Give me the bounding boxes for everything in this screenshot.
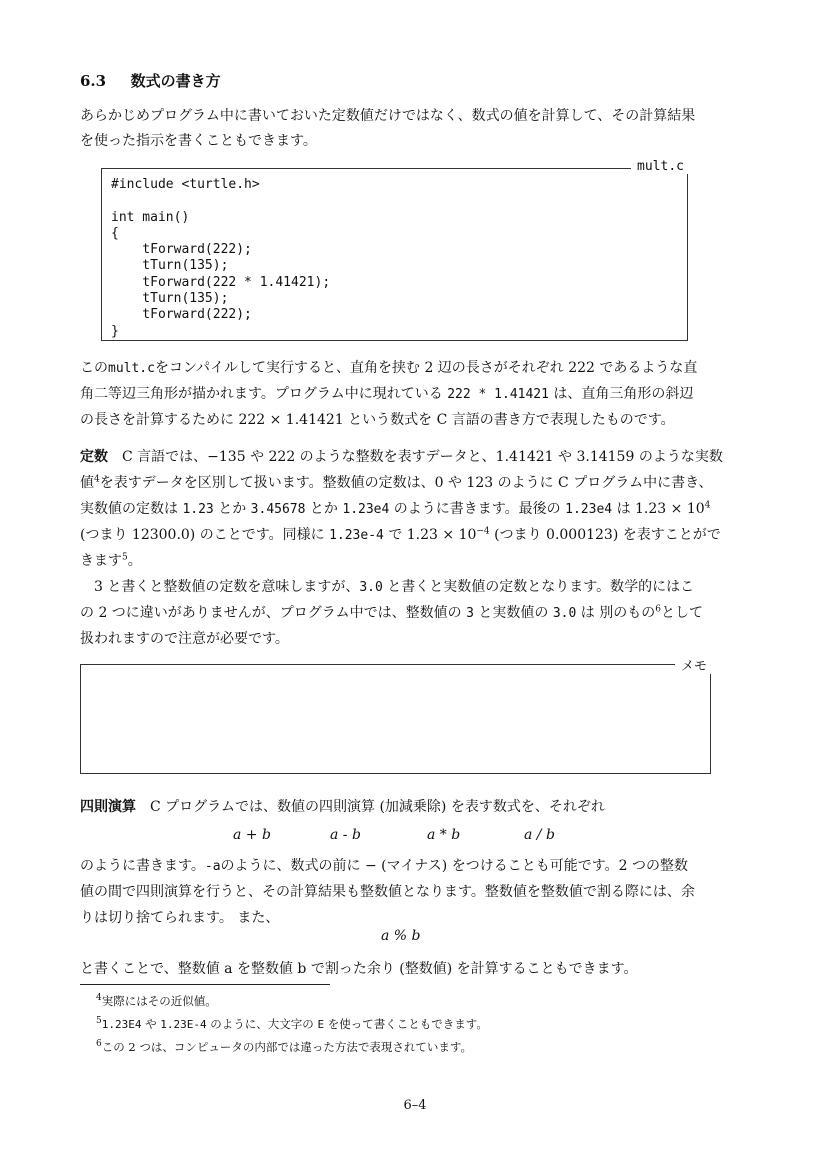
footnote-4: $^4$実際にはその近似値。 xyxy=(96,993,217,1008)
op-div: a / b xyxy=(524,827,555,843)
constants-line-1: 定数 C 言語では、−135 や 222 のような整数を表すデータと、1.41421 や 3.14159 のような実数 xyxy=(80,449,723,465)
constants-line-4: (つまり 12300.0) のことです。同様に 1.23e-4 で $1.23 \times 10^{-4}$ (つまり 0.000123) を表すことがで xyxy=(80,526,721,543)
memo-box xyxy=(80,659,711,774)
footnote-6: $^6$この 2 つは、コンピュータの内部では違った方法で表現されています。 xyxy=(96,1039,472,1054)
intro-line-2: を使った指示を書くこともできます。 xyxy=(80,133,317,149)
inline-code: mult.c xyxy=(108,361,155,376)
op-mul: a * b xyxy=(427,827,461,843)
arith-line-5: と書くことで、整数値 a を整数値 b で割った余り (整数値) を計算することもできます。 xyxy=(80,961,638,977)
mod-expression: a % b xyxy=(381,928,421,944)
explain-line-3: の長さを計算するために 222 × 1.41421 という数式を C 言語の書き方で表現したものです。 xyxy=(80,412,675,428)
code-text: #include <turtle.h> int main() { tForward(222); tTurn(135); tForward(222 * 1.41421); tTurn(135); tForward(222); } xyxy=(111,177,331,339)
footnote-ref-5: 5 xyxy=(122,552,128,563)
memo-label: メモ xyxy=(675,655,711,674)
op-add: a + b xyxy=(233,827,271,843)
footnote-rule xyxy=(80,984,330,985)
section-number: 6.3 xyxy=(80,72,107,90)
arith-line-1: 四則演算 C プログラムでは、数値の四則演算 (加減乗除) を表す数式を、それぞれ xyxy=(80,799,605,815)
code-filename: mult.c xyxy=(631,159,688,174)
arith-line-4: りは切り捨てられます。 また、 xyxy=(80,910,280,926)
constants-p2-line-2: の 2 つに違いがありませんが、プログラム中では、整数値の 3 と実数値の 3.0 は 別のもの$^6$として xyxy=(80,604,703,621)
constants-p2-line-3: 扱われますので注意が必要です。 xyxy=(80,631,289,647)
constants-heading: 定数 xyxy=(80,449,108,465)
constants-p2-line-1: 3 と書くと整数値の定数を意味しますが、3.0 と書くと実数値の定数となります。数学的にはこ xyxy=(94,579,695,595)
section-heading xyxy=(80,70,221,91)
arith-heading: 四則演算 xyxy=(80,799,136,815)
constants-line-5: きます$^5$。 xyxy=(80,552,142,569)
constants-line-2: 値$^4$を表すデータを区別して扱います。整数値の定数は、0 や 123 のように C プログラム中に書き、 xyxy=(80,474,713,491)
arith-line-3: 値の間で四則演算を行うと、その計算結果も整数値となります。整数値を整数値で割る際には、余 xyxy=(80,884,695,900)
explain-line-1: このmult.cをコンパイルして実行すると、直角を挟む 2 辺の長さがそれぞれ 222 であるような直 xyxy=(80,360,698,376)
footnote-5: $^5$1.23E4 や 1.23E-4 のように、大文字の E を使って書くこともできます。 xyxy=(96,1016,488,1031)
code-listing xyxy=(101,159,688,341)
explain-line-2: 角二等辺三角形が描かれます。プログラム中に現れている 222 * 1.41421 は、直角三角形の斜辺 xyxy=(80,386,694,402)
footnote-ref-4: 4 xyxy=(94,474,100,485)
inline-code: 222 * 1.41421 xyxy=(447,387,549,402)
page-number: 6–4 xyxy=(403,1098,427,1113)
arith-line-2: のように書きます。-aのように、数式の前に − (マイナス) をつけることも可能です。2 つの整数 xyxy=(80,858,688,874)
intro-line-1: あらかじめプログラム中に書いておいた定数値だけではなく、数式の値を計算して、その計算結果 xyxy=(80,108,696,124)
op-sub: a - b xyxy=(330,827,361,843)
section-title: 数式の書き方 xyxy=(130,72,221,90)
constants-line-3: 実数値の定数は 1.23 とか 3.45678 とか 1.23e4 のように書きます。最後の 1.23e4 は $1.23 \times 10^4$ xyxy=(80,500,711,517)
footnote-ref-6: 6 xyxy=(655,604,661,615)
